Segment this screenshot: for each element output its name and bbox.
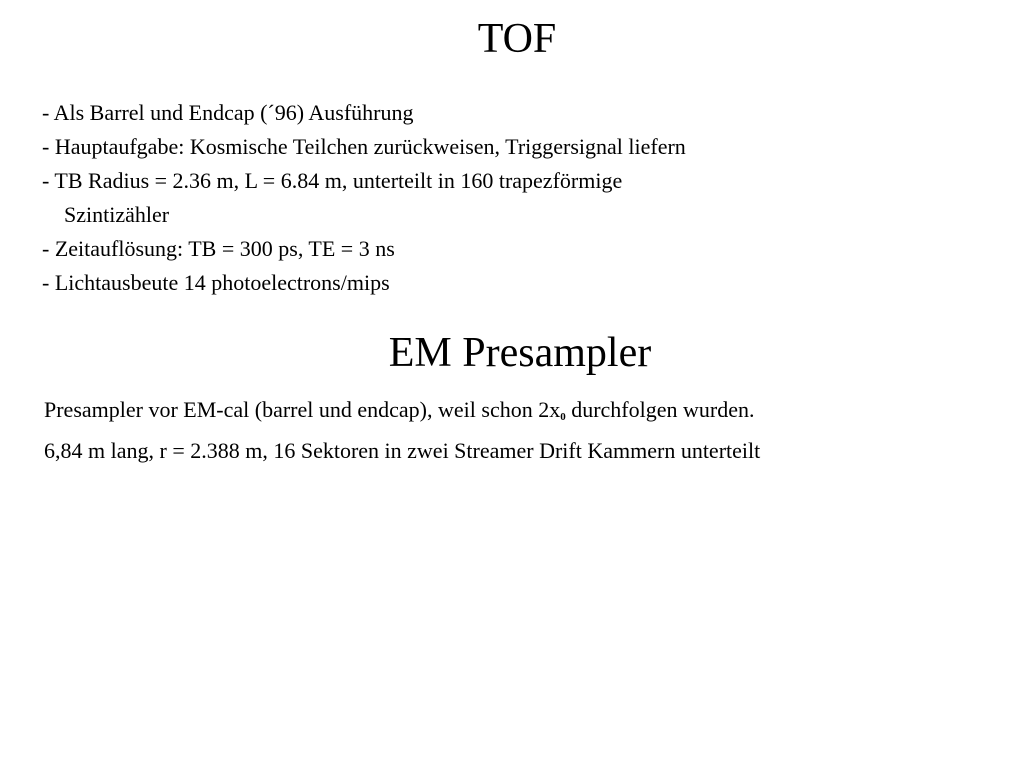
em-presampler-text xyxy=(44,393,760,468)
tof-bullet-2: - Hauptaufgabe: Kosmische Teilchen zurückweisen, Triggersignal liefern xyxy=(42,134,686,159)
tof-bullet-1: - Als Barrel und Endcap (´96) Ausführung xyxy=(42,100,414,125)
tof-bullet-5: - Lichtausbeute 14 photoelectrons/mips xyxy=(42,270,390,295)
tof-title: TOF xyxy=(477,16,557,62)
tof-bullet-3-continuation: Szintizähler xyxy=(64,202,170,227)
em-line-1-subscript: 0 xyxy=(560,411,566,423)
em-line-1-end: durchfolgen wurden. xyxy=(565,397,755,422)
em-presampler-title: EM Presampler xyxy=(388,330,652,376)
tof-bullet-list xyxy=(42,96,686,300)
em-presampler-line-2: 6,84 m lang, r = 2.388 m, 16 Sektoren in zwei Streamer Drift Kammern unterteilt xyxy=(44,438,761,463)
em-line-1-start: Presampler vor EM-cal (barrel und endcap), weil schon 2x xyxy=(44,397,561,422)
tof-bullet-3: - TB Radius = 2.36 m, L = 6.84 m, unterteilt in 160 trapezförmige xyxy=(42,168,623,193)
em-presampler-line-1 xyxy=(44,393,760,434)
tof-bullet-4: - Zeitauflösung: TB = 300 ps, TE = 3 ns xyxy=(42,236,395,261)
